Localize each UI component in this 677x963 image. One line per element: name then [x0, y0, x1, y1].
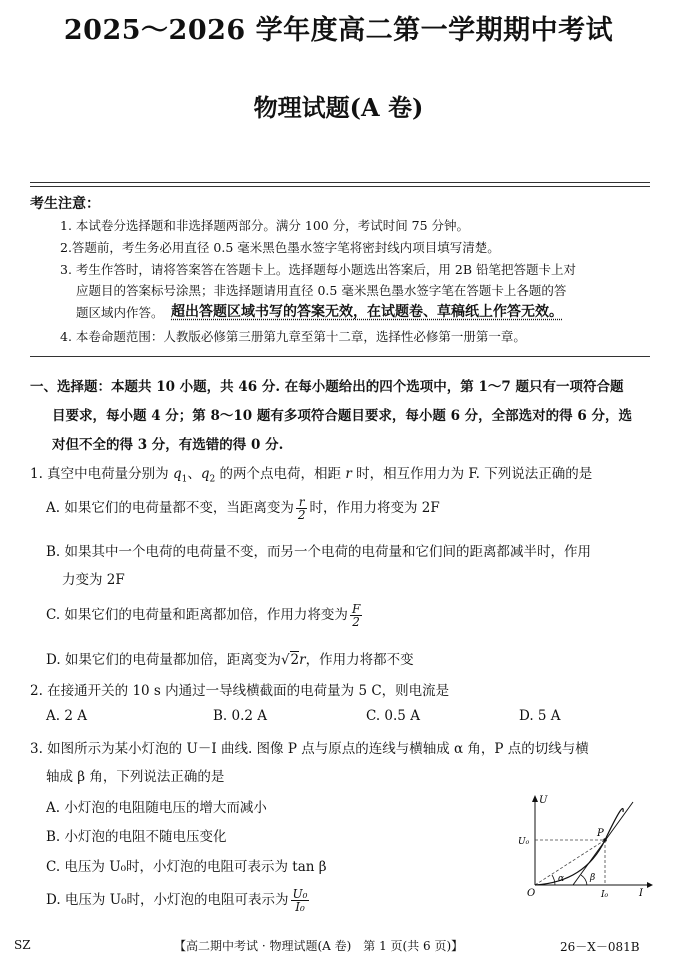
q1-charge-2: q: [200, 466, 210, 482]
notice-item-1: 1. 本试卷分选择题和非选择题两部分。满分 100 分，考试时间 75 分钟。: [60, 218, 470, 233]
i-axis-arrow: [647, 882, 653, 888]
q1-c-den: 2: [352, 615, 360, 629]
alpha-arc: [552, 875, 555, 885]
q1-d-text-b: ，作用力将都不变: [305, 652, 414, 668]
p-label: P: [597, 828, 604, 839]
q3-stem-line2: 轴成 β 角，下列说法正确的是: [46, 769, 225, 785]
q2-option-d: D. 5 A: [519, 708, 561, 724]
q1-a-num: r: [296, 496, 308, 509]
q1-stem: [30, 462, 592, 485]
exam-title: 2025～2026 学年度高二第一学期期中考试: [63, 15, 614, 46]
section1-line3: 对但不全的得 3 分，有选错的得 0 分.: [52, 437, 284, 453]
q1-charge-1: q: [172, 466, 182, 482]
q3-option-a: A. 小灯泡的电阻随电压的增大而减小: [46, 800, 267, 816]
beta-label: β: [590, 873, 596, 883]
top-rule: [30, 182, 650, 183]
top-rule-2: [30, 186, 650, 187]
q1-stem-a: 1. 真空中电荷量分别为: [30, 466, 173, 482]
q1-c-fraction: [350, 603, 362, 628]
i-label: I: [639, 888, 643, 899]
ui-curve: [535, 809, 623, 886]
q3-stem-line1: 3. 如图所示为某小灯泡的 U－I 曲线. 图像 P 点与原点的连线与横轴成 α 角，P 点的切线与横: [30, 741, 589, 757]
q1-charge-2-sub: 2: [209, 474, 216, 485]
u-axis-arrow: [532, 795, 538, 802]
q3-option-c: C. 电压为 U₀时，小灯泡的电阻可表示为 tan β: [46, 859, 327, 875]
q3-d-text: D. 电压为 U₀时，小灯泡的电阻可表示为: [46, 892, 289, 908]
q2-option-c: C. 0.5 A: [366, 708, 420, 724]
q3-d-fraction: [291, 888, 310, 913]
q1-option-b-line2: 力变为 2F: [62, 572, 125, 588]
q1-d-text: D. 如果它们的电荷量都加倍，距离变为: [46, 652, 281, 668]
q3-option-d: [46, 888, 311, 913]
q1-option-d: [46, 648, 414, 668]
notice-emphasis-text: 超出答题区域书写的答案无效，在试题卷、草稿纸上作答无效。: [171, 304, 563, 320]
section1-line1: 一、选择题：本题共 10 小题，共 46 分. 在每小题给出的四个选项中，第 1～7 题只有一项符合题: [30, 379, 624, 395]
notice-item-3-cont2: 题区域内作答。: [76, 305, 164, 320]
q1-option-c: [46, 603, 364, 628]
notice-item-4: 4. 本卷命题范围：人教版必修第三册第九章至第十二章，选择性必修第一册第一章。: [60, 329, 526, 344]
q1-r: r: [345, 466, 352, 482]
u-label: U: [539, 795, 548, 806]
beta-arc: [581, 875, 587, 885]
q1-sep: 、: [187, 466, 201, 482]
footer-left: SZ: [14, 938, 31, 952]
q1-stem-b: 的两个点电荷，相距: [215, 466, 346, 482]
q3-d-num: U₀: [292, 887, 308, 901]
q1-a-text-b: 时，作用力将变为 2F: [309, 500, 440, 516]
q1-stem-c: 时，相互作用力为 F. 下列说法正确的是: [351, 466, 593, 482]
q1-a-fraction: [296, 496, 308, 521]
q1-c-num: F: [351, 602, 361, 616]
notice-item-3: 3. 考生作答时，请将答案答在答题卡上。选择题每小题选出答案后，用 2B 铅笔把答题卡上对: [60, 262, 576, 277]
exam-subtitle: 物理试题(A 卷): [253, 93, 424, 122]
o-label: O: [527, 888, 536, 899]
notice-item-3-emphasis: [171, 301, 563, 321]
u0-label: U₀: [518, 837, 530, 847]
q1-option-a: [46, 496, 440, 521]
q2-option-b: B. 0.2 A: [213, 708, 268, 724]
q3-d-den: I₀: [295, 900, 305, 914]
q1-d-radicand: 2: [290, 652, 300, 668]
i0-label: I₀: [601, 890, 609, 900]
ui-curve-figure: [515, 790, 655, 900]
q1-charge-1-sub: 1: [181, 474, 188, 485]
q3-option-b: B. 小灯泡的电阻不随电压变化: [46, 829, 227, 845]
footer-right: 26－X－081B: [560, 940, 640, 954]
q1-d-r: r: [299, 652, 306, 668]
q2-stem: 2. 在接通开关的 10 s 内通过一导线横截面的电荷量为 5 C，则电流是: [30, 683, 450, 699]
alpha-label: α: [558, 874, 565, 884]
notice-bottom-rule: [30, 356, 650, 357]
q1-d-root: √: [280, 652, 290, 668]
notice-item-2: 2.答题前，考生务必用直径 0.5 毫米黑色墨水签字笔将密封线内项目填写清楚。: [60, 240, 500, 255]
footer-center: 【高二期中考试 · 物理试题(A 卷) 第 1 页(共 6 页)】: [174, 939, 464, 953]
notice-heading: 考生注意：: [30, 196, 100, 212]
point-p: [603, 838, 607, 842]
notice-item-3-cont: 应题目的答案标号涂黑；非选择题请用直径 0.5 毫米黑色墨水签字笔在答题卡上各题的答: [76, 283, 567, 298]
q1-a-text: A. 如果它们的电荷量都不变，当距离变为: [46, 500, 294, 516]
q1-option-b-line1: B. 如果其中一个电荷的电荷量不变，而另一个电荷的电荷量和它们间的距离都减半时，作用: [46, 544, 592, 560]
q1-a-den: 2: [297, 508, 306, 522]
section1-line2: 目要求，每小题 4 分；第 8～10 题有多项符合题目要求，每小题 6 分，全部选对的得 6 分，选: [52, 408, 632, 424]
q1-c-text: C. 如果它们的电荷量和距离都加倍，作用力将变为: [46, 607, 348, 623]
q2-option-a: A. 2 A: [46, 708, 87, 724]
